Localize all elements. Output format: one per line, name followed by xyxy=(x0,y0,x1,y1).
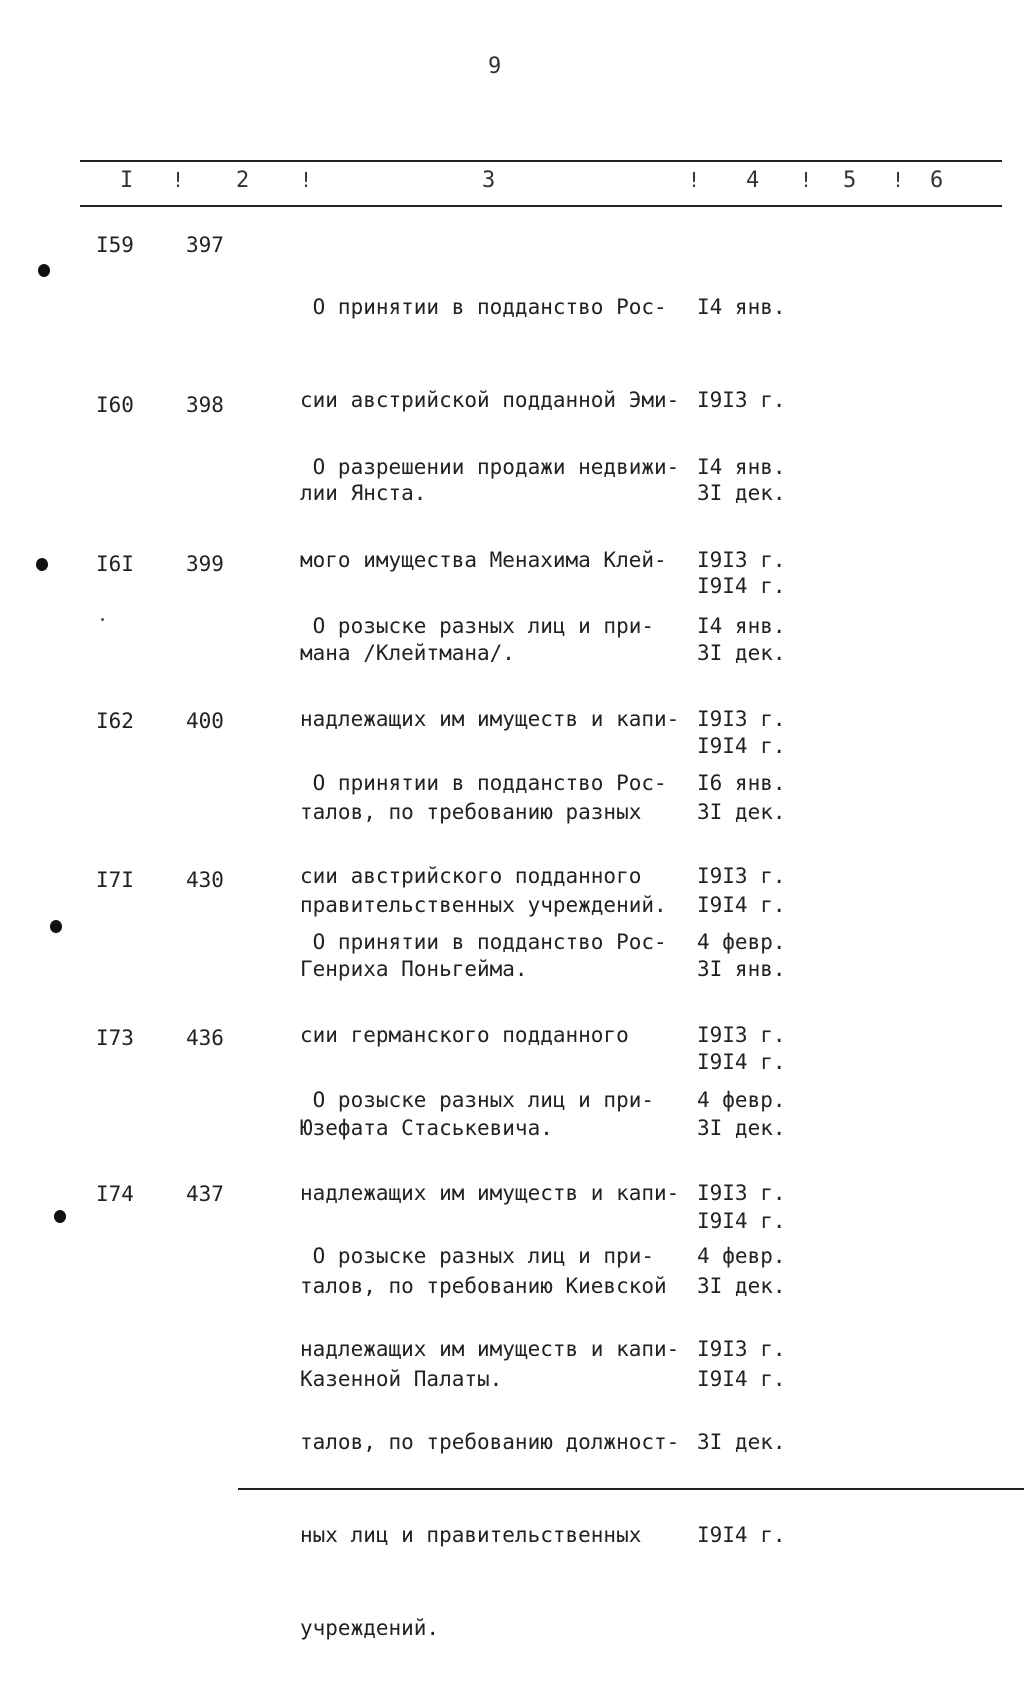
entry-date-line: 4 февр. xyxy=(697,1088,786,1112)
entry-date-line: I9I3 г. xyxy=(697,864,786,888)
entry-title-line: талов, по требованию разных xyxy=(300,800,642,824)
entry-title-line: Юзефата Стаськевича. xyxy=(300,1116,553,1140)
punch-hole xyxy=(54,1210,66,1223)
entry-date-line: I9I4 г. xyxy=(697,1523,786,1547)
entry-case-number: 430 xyxy=(186,868,224,892)
entry-case-number: 397 xyxy=(186,233,224,257)
entry-index: I6I xyxy=(96,552,134,576)
punch-hole xyxy=(36,558,48,571)
header-col-4: 4 xyxy=(746,168,760,193)
entry-date-line: I4 янв. xyxy=(697,455,786,479)
entry-case-number: 398 xyxy=(186,393,224,417)
entry-date-line: 4 февр. xyxy=(697,1244,786,1268)
entry-date-line: 4 февр. xyxy=(697,930,786,954)
entry-title-line: талов, по требованию Киевской xyxy=(300,1274,667,1298)
entry-title-line: сии германского подданного xyxy=(300,1023,629,1047)
entry-date-line: I4 янв. xyxy=(697,614,786,638)
entry-title-line: правительственных учреждений. xyxy=(300,893,667,917)
entry-date-line: 3I дек. xyxy=(697,1274,786,1298)
entry-title-line: О разрешении продажи недвижи- xyxy=(300,455,680,479)
header-separator: ! xyxy=(892,168,905,192)
header-col-3: 3 xyxy=(482,168,496,193)
header-top-rule xyxy=(80,160,1002,162)
entry-title-line: талов, по требованию должност- xyxy=(300,1430,680,1454)
header-separator: ! xyxy=(800,168,813,192)
entry-date-line: 3I дек. xyxy=(697,800,786,824)
entry-title-line: сии австрийского подданного xyxy=(300,864,642,888)
entry-index: I59 xyxy=(96,233,134,257)
entry-title-line: мого имущества Менахима Клей- xyxy=(300,548,667,572)
entry-date-line: 3I янв. xyxy=(697,957,786,981)
entry-title-line: О розыске разных лиц и при- xyxy=(300,1088,655,1112)
entry-index: I73 xyxy=(96,1026,134,1050)
entry-date-line: 3I дек. xyxy=(697,481,786,505)
entry-date-line: I9I4 г. xyxy=(697,1050,786,1074)
entry-date-line: I9I4 г. xyxy=(697,1209,786,1233)
scan-speck xyxy=(101,618,104,621)
entry-case-number: 436 xyxy=(186,1026,224,1050)
entry-title-line: надлежащих им имуществ и капи- xyxy=(300,1181,680,1205)
entry-index: I60 xyxy=(96,393,134,417)
entry-date-line: I9I3 г. xyxy=(697,388,786,412)
entry-dates xyxy=(697,1179,786,1613)
entry-index: I74 xyxy=(96,1182,134,1206)
entry-index: I7I xyxy=(96,868,134,892)
entry-case-number: 399 xyxy=(186,552,224,576)
header-separator: ! xyxy=(688,168,701,192)
entry-title-line: Казенной Палаты. xyxy=(300,1367,503,1391)
entry-date-line: I9I4 г. xyxy=(697,574,786,598)
entry-title-line: сии австрийской подданной Эми- xyxy=(300,388,680,412)
entry-date-line: I9I4 г. xyxy=(697,893,786,917)
punch-hole xyxy=(38,264,50,277)
header-col-2: 2 xyxy=(236,168,250,193)
entry-title-line: надлежащих им имуществ и капи- xyxy=(300,1337,680,1361)
entry-title-line: учреждений. xyxy=(300,1616,440,1640)
entry-date-line: 3I дек. xyxy=(697,641,786,665)
bottom-rule xyxy=(238,1488,1024,1490)
entry-index: I62 xyxy=(96,709,134,733)
entry-date-line: 3I дек. xyxy=(697,1116,786,1140)
entry-title-line: надлежащих им имуществ и капи- xyxy=(300,707,680,731)
entry-date-line: I9I3 г. xyxy=(697,1337,786,1361)
page-number: 9 xyxy=(488,54,502,79)
header-separator: ! xyxy=(172,168,185,192)
entry-date-line: I4 янв. xyxy=(697,295,786,319)
header-col-5: 5 xyxy=(843,168,857,193)
entry-date-line: I6 янв. xyxy=(697,771,786,795)
header-col-1: I xyxy=(120,168,134,193)
entry-title-line: О розыске разных лиц и при- xyxy=(300,614,655,638)
entry-title-line: мана /Клейтмана/. xyxy=(300,641,515,665)
entry-title-line: ных лиц и правительственных xyxy=(300,1523,642,1547)
entry-title-line: О принятии в подданство Рос- xyxy=(300,930,667,954)
entry-case-number: 400 xyxy=(186,709,224,733)
entry-title-line: О розыске разных лиц и при- xyxy=(300,1244,655,1268)
entry-date-line: 3I дек. xyxy=(697,1430,786,1454)
entry-title-line: О принятии в подданство Рос- xyxy=(300,295,667,319)
entry-date-line: I9I3 г. xyxy=(697,1023,786,1047)
entry-title-line: О принятии в подданство Рос- xyxy=(300,771,667,795)
punch-hole xyxy=(50,920,62,933)
entry-date-line: I9I3 г. xyxy=(697,548,786,572)
entry-title-line: Генриха Поньгейма. xyxy=(300,957,528,981)
entry-date-line: I9I3 г. xyxy=(697,707,786,731)
entry-case-number: 437 xyxy=(186,1182,224,1206)
entry-title xyxy=(300,1179,679,1706)
header-separator: ! xyxy=(300,168,313,192)
entry-date-line: I9I3 г. xyxy=(697,1181,786,1205)
entry-title-line: лии Янста. xyxy=(300,481,427,505)
header-col-6: 6 xyxy=(930,168,944,193)
entry-date-line: I9I4 г. xyxy=(697,1367,786,1391)
entry-date-line: I9I4 г. xyxy=(697,734,786,758)
header-bottom-rule xyxy=(80,205,1002,207)
